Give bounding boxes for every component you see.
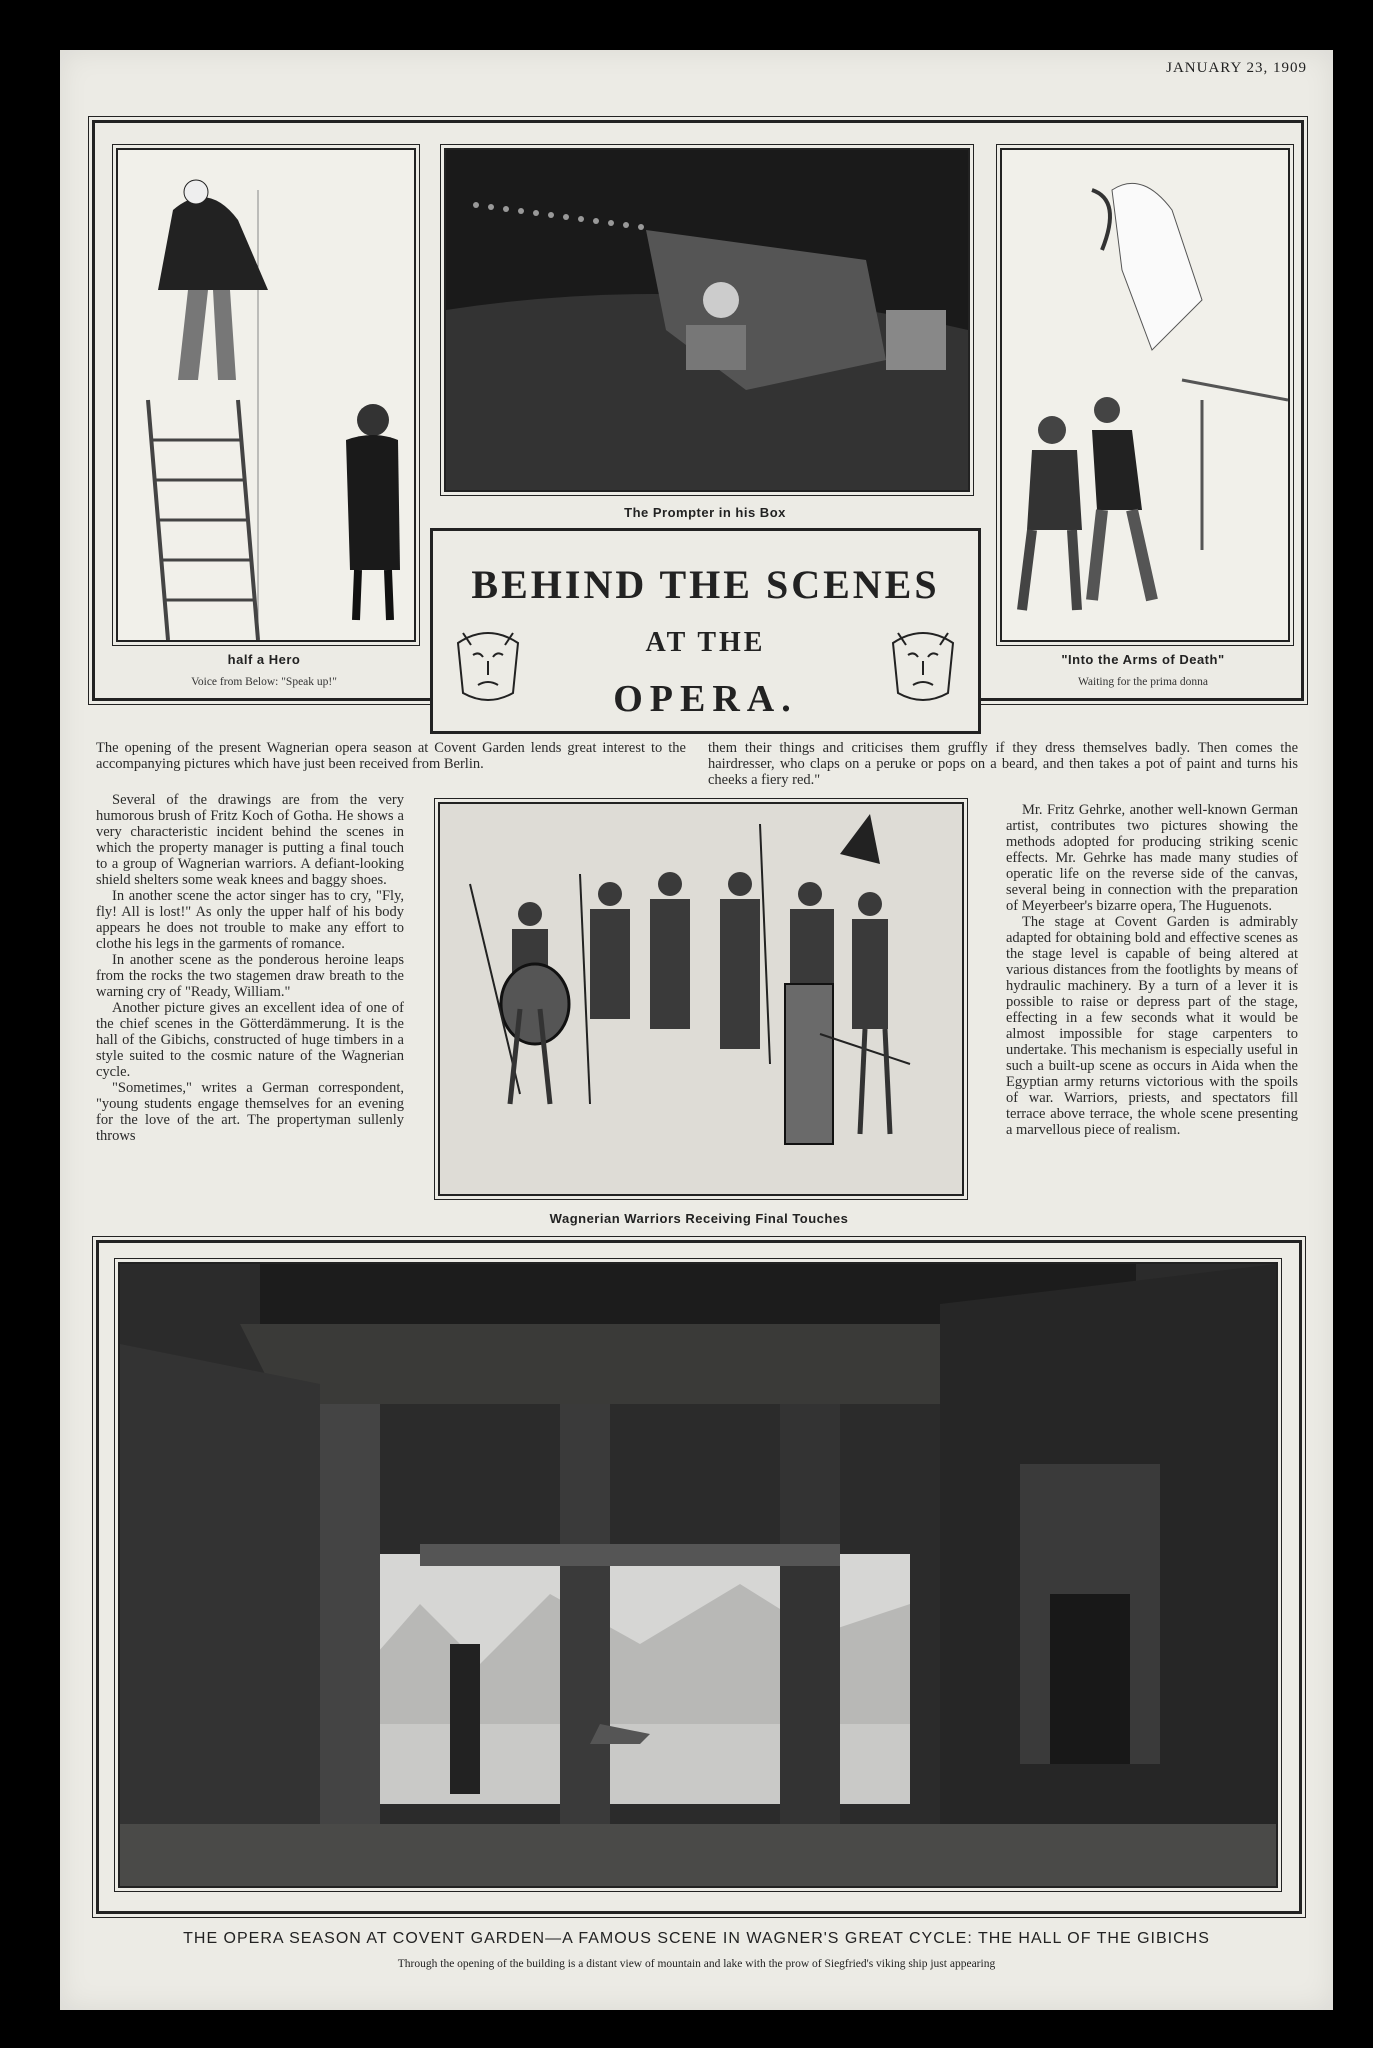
col1-paragraph-1: Several of the drawings are from the very humorous brush of Fritz Koch of Gotha. He shows a very characteristic incident behind the scenes in which the property manager is putting a final touch to a group of Wagnerian warriors. A defiant-looking shield shelters some weak knees and baggy shoes. — [96, 792, 404, 888]
headline-line-1: BEHIND THE SCENES — [471, 562, 940, 607]
death-sketch-icon — [1002, 150, 1288, 640]
intro-paragraph: The opening of the present Wagnerian opera season at Covent Garden lends great interest to the accompanying pictures which have just been received from Berlin. — [96, 740, 686, 772]
col1-paragraph-2: In another scene the actor singer has to cry, "Fly, fly! All is lost!" As only the upper half of his body appears he does not trouble to make any effort to clothe his legs in the garments of romance. — [96, 888, 404, 952]
hero-sketch-icon — [118, 150, 414, 640]
col1-paragraph-5: "Sometimes," writes a German correspondent, "young students engage themselves for an evening for the love of the art. The propertyman sullenly throws — [96, 1080, 404, 1144]
half-a-hero-drawing — [116, 148, 416, 642]
warriors-group-icon — [440, 804, 962, 1194]
prompter-photo — [444, 148, 970, 492]
warriors-caption: Wagnerian Warriors Receiving Final Touches — [549, 1211, 849, 1226]
hero-subcaption: Voice from Below: "Speak up!" — [191, 676, 337, 688]
arms-of-death-drawing — [1000, 148, 1290, 642]
article-column-1 — [96, 792, 404, 1144]
headline-box — [430, 528, 981, 734]
col2-top-paragraph: them their things and criticises them gruffly if they dress themselves badly. Then comes the hairdresser, who claps on a peruke or pops on a beard, and then takes a pot of paint and turns his cheeks a fiery red." — [708, 740, 1298, 788]
death-subcaption: Waiting for the prima donna — [1077, 676, 1208, 688]
wagnerian-warriors-photo — [438, 802, 964, 1196]
hall-of-gibichs-photo — [118, 1262, 1278, 1888]
col2-paragraph-2: The stage at Covent Garden is admirably adapted for obtaining bold and effective scenes as the stage level is capable of being altered at various distances from the footlights by means of hydraulic machinery. By a turn of a lever it is possible to raise or depress part of the stage, effecting in a few seconds what it would be almost impossible for stage carpenters to undertake. This mechanism is especially useful in such a built-up scene as occurs in Aida when the Egyptian army returns victorious with the spoils of war. Warriors, priests, and spectators fill terrace above terrace, the whole scene presenting a marvellous piece of realism. — [1006, 914, 1298, 1138]
col2-paragraph-1: Mr. Fritz Gehrke, another well-known German artist, contributes two pictures showing the methods adopted for producing striking scenic effects. Mr. Gehrke has made many studies of operatic life on the reverse side of the canvas, several being in connection with the preparation of Meyerbeer's bizarre opera, The Huguenots. — [1006, 802, 1298, 914]
issue-date: JANUARY 23, 1909 — [1166, 60, 1307, 76]
article-column-2 — [1006, 802, 1298, 1138]
headline-line-2: AT THE — [645, 627, 766, 658]
left-mask-icon — [453, 623, 523, 707]
prompter-caption: The Prompter in his Box — [624, 505, 786, 520]
hall-subcaption: Through the opening of the building is a distant view of mountain and lake with the prow of Siegfried's viking ship just appearing — [397, 1958, 996, 1970]
headline-line-3: OPERA. — [613, 678, 798, 720]
article-intro — [96, 740, 686, 772]
hall-scene-icon — [120, 1264, 1276, 1886]
col1-paragraph-3: In another scene as the ponderous heroine leaps from the rocks the two stagemen draw breath to the warning cry of "Ready, William." — [96, 952, 404, 1000]
hall-caption: THE OPERA SEASON AT COVENT GARDEN—A FAMOUS SCENE IN WAGNER'S GREAT CYCLE: THE HALL OF THE GIBICHS — [183, 1930, 1210, 1947]
right-mask-icon — [888, 623, 958, 707]
article-column-2-top — [708, 740, 1298, 788]
prompter-box-icon — [446, 150, 968, 490]
hero-caption: half a Hero — [227, 652, 301, 667]
death-caption: "Into the Arms of Death" — [1061, 652, 1225, 667]
newspaper-page — [60, 50, 1333, 2010]
col1-paragraph-4: Another picture gives an excellent idea of one of the chief scenes in the Götterdämmerung. It is the hall of the Gibichs, constructed of huge timbers in a style suited to the cosmic nature of the Wagnerian cycle. — [96, 1000, 404, 1080]
